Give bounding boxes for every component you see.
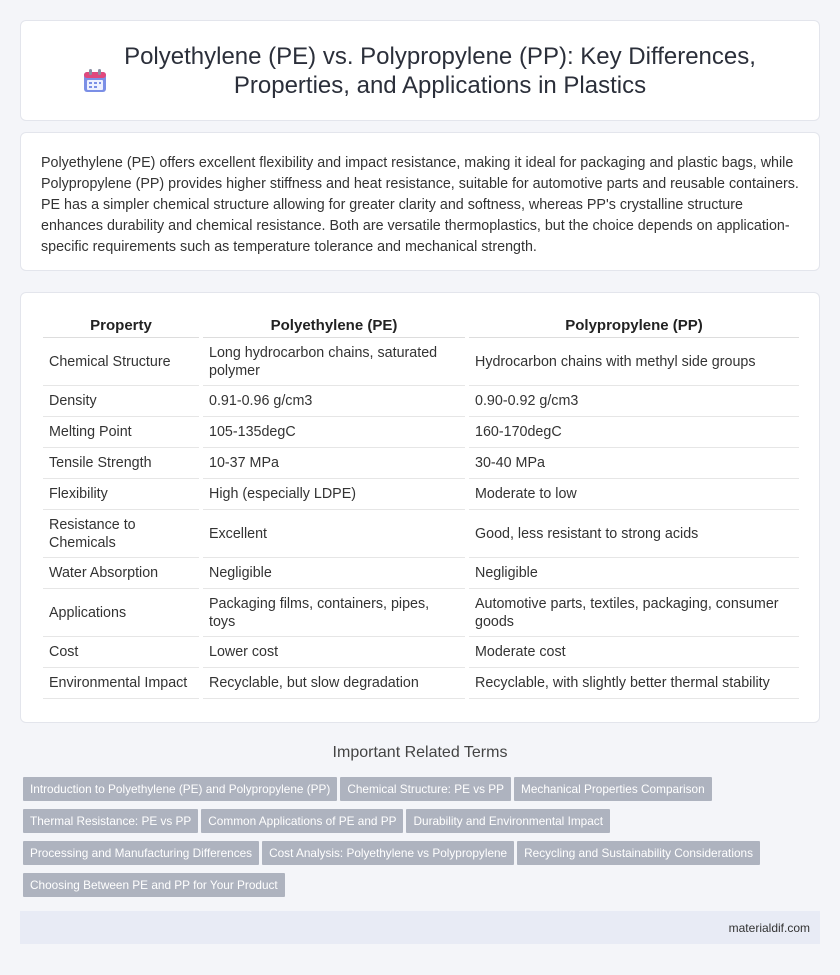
calendar-icon — [80, 66, 110, 96]
table-row — [43, 637, 799, 668]
cell-property: Chemical Structure — [43, 338, 199, 386]
comparison-card — [20, 292, 820, 723]
footer — [20, 911, 820, 944]
cell-pp: Hydrocarbon chains with methyl side groups — [469, 338, 799, 386]
cell-pp: Moderate to low — [469, 479, 799, 510]
comparison-table — [43, 313, 799, 699]
table-row — [43, 510, 799, 558]
cell-pe: Recyclable, but slow degradation — [203, 668, 465, 699]
table-row — [43, 386, 799, 417]
cell-pp: 0.90-0.92 g/cm3 — [469, 386, 799, 417]
table-row — [43, 479, 799, 510]
cell-property: Flexibility — [43, 479, 199, 510]
cell-property: Resistance to Chemicals — [43, 510, 199, 558]
related-tag[interactable]: Processing and Manufacturing Differences — [23, 841, 259, 865]
table-row — [43, 589, 799, 637]
related-tag[interactable]: Durability and Environmental Impact — [406, 809, 610, 833]
cell-property: Density — [43, 386, 199, 417]
table-row — [43, 338, 799, 386]
cell-property: Tensile Strength — [43, 448, 199, 479]
cell-pp: Good, less resistant to strong acids — [469, 510, 799, 558]
cell-pp: Automotive parts, textiles, packaging, consumer goods — [469, 589, 799, 637]
cell-pp: 160-170degC — [469, 417, 799, 448]
header-pp: Polypropylene (PP) — [469, 313, 799, 338]
table-row — [43, 417, 799, 448]
related-tag[interactable]: Mechanical Properties Comparison — [514, 777, 712, 801]
cell-pp: Moderate cost — [469, 637, 799, 668]
cell-property: Environmental Impact — [43, 668, 199, 699]
cell-pp: Recyclable, with slightly better thermal stability — [469, 668, 799, 699]
title-card — [20, 20, 820, 121]
cell-property: Applications — [43, 589, 199, 637]
intro-card — [20, 132, 820, 271]
related-tag[interactable]: Choosing Between PE and PP for Your Product — [23, 873, 285, 897]
related-tag[interactable]: Recycling and Sustainability Considerations — [517, 841, 760, 865]
related-tag[interactable]: Introduction to Polyethylene (PE) and Polypropylene (PP) — [23, 777, 337, 801]
cell-pe: Packaging films, containers, pipes, toys — [203, 589, 465, 637]
table-header-row — [43, 313, 799, 338]
cell-pe: Lower cost — [203, 637, 465, 668]
header-property: Property — [43, 313, 199, 338]
header-pe: Polyethylene (PE) — [203, 313, 465, 338]
table-row — [43, 448, 799, 479]
related-terms-list — [23, 777, 823, 905]
cell-pe: Long hydrocarbon chains, saturated polymer — [203, 338, 465, 386]
cell-pe: Excellent — [203, 510, 465, 558]
cell-property: Water Absorption — [43, 558, 199, 589]
cell-pe: 105-135degC — [203, 417, 465, 448]
table-row — [43, 558, 799, 589]
related-tag[interactable]: Cost Analysis: Polyethylene vs Polypropylene — [262, 841, 514, 865]
table-row — [43, 668, 799, 699]
cell-property: Cost — [43, 637, 199, 668]
related-tag[interactable]: Chemical Structure: PE vs PP — [340, 777, 511, 801]
page-title: Polyethylene (PE) vs. Polypropylene (PP): Key Differences, Properties, and Applications in Plastics — [124, 42, 756, 99]
cell-pe: 10-37 MPa — [203, 448, 465, 479]
intro-paragraph: Polyethylene (PE) offers excellent flexibility and impact resistance, making it ideal for packaging and plastic bags, while Polypropylene (PP) provides higher stiffness and heat resistance, suitable for automotive parts and reusable containers. PE has a simpler chemical structure allowing for greater clarity and softness, whereas PP's crystalline structure enhances durability and chemical resistance. Both are versatile thermoplastics, but the choice depends on application-specific requirements such as temperature tolerance and mechanical strength. — [41, 155, 799, 255]
cell-pe: High (especially LDPE) — [203, 479, 465, 510]
cell-property: Melting Point — [43, 417, 199, 448]
cell-pp: 30-40 MPa — [469, 448, 799, 479]
cell-pe: Negligible — [203, 558, 465, 589]
related-tag[interactable]: Common Applications of PE and PP — [201, 809, 403, 833]
related-terms-heading: Important Related Terms — [332, 744, 508, 761]
related-tag[interactable]: Thermal Resistance: PE vs PP — [23, 809, 198, 833]
cell-pp: Negligible — [469, 558, 799, 589]
footer-site-link[interactable]: materialdif.com — [728, 920, 810, 935]
cell-pe: 0.91-0.96 g/cm3 — [203, 386, 465, 417]
